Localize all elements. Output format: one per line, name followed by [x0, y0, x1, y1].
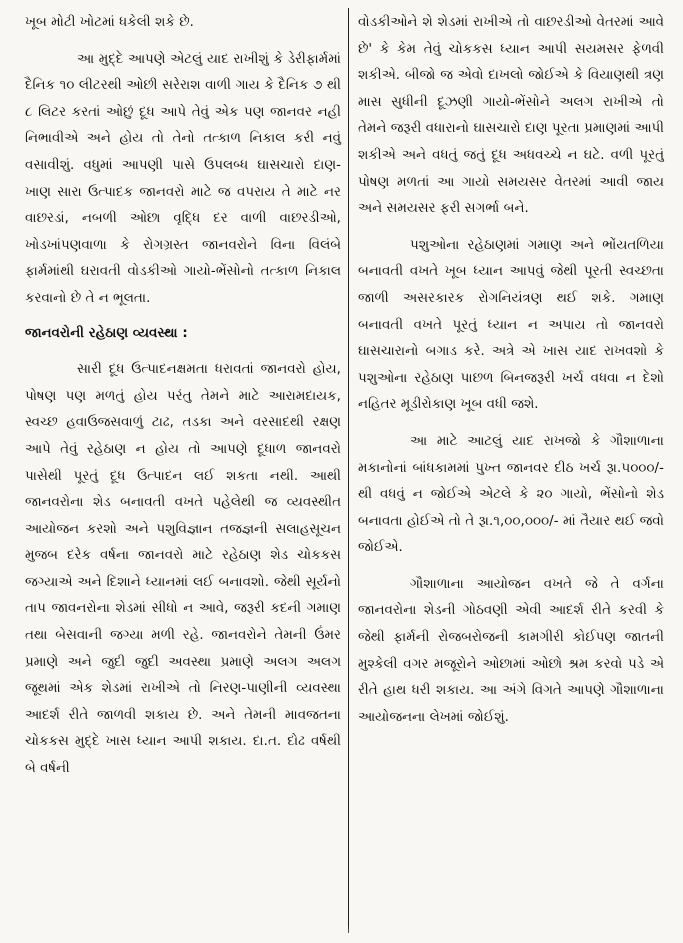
- paragraph-planning: ગૌશાળાના આયોજન વખતે જે તે વર્ગના જાનવરોના શેડની ગોઠવણી એવી આદર્શ રીતે કરવી કે જેથી ફાર્મની રોજબરોજની કામગીરી કોઈપણ જાતની મુશ્કેલી વગર મજૂરોને ઓછામાં ઓછો શ્રમ કરવો પડે એ રીતે હાથ ધરી શકાય. આ અંગે વિગતે આપણે ગૌશાળાના આયોજનના લેખમાં જોઈશું.: [358, 576, 664, 725]
- right-column: [358, 10, 664, 731]
- paragraph-heifers: વોડકીઓને શે શેડમાં રાખીએ તો વાછરડીઓ વેતરમાં આવે છે' કે કેમ તેવું ચોકકસ ધ્યાન આપી સયમસર ફેળવી શકીએ. બીજો જ એવો દાખલો જોઈએ કે વિયાણથી ત્રણ માસ સુધીની દૂઝણી ગાયો-ભેંસોને અલગ રાખીએ તો તેમને જરૂરી વધારાનો ઘાસચારો દાણ પૂરતા પ્રમાણમાં આપી શકીએ અને વધતું જતું દૂધ અધવચ્ચે ન ઘટે. વળી પૂરતું પોષણ મળતાં આ ગાયો સમયસર વેતરમાં આવી જાય અને સમયસર ફરી સગર્ભા બને.: [358, 15, 664, 217]
- paragraph-dairy-rule: આ મુદ્દે આપણે એટલું યાદ રાખીશું કે ડેરીફાર્મમાં દૈનિક ૧૦ લીટરથી ઓછી સરેરાશ વાળી ગાય કે દૈનિક ૭ થી ૮ લિટર કરતાં ઓછું દૂધ આપે તેવું એક પણ જાનવર નહી નિભાવીએ અને હોય તો તેનો તત્કાળ નિકાલ કરી નવું વસાવીશું. વધુમાં આપણી પાસે ઉપલબ્ધ ઘાસચારો દાણ- ખાણ સારા ઉત્પાદક જાનવરો માટે જ વપરાય તે માટે નર વાછરડાં, નબળી ઓછા વૃદ્ધિ દર વાળી વાછરડીઓ, ખોડખાંપણવાળા કે રોગગ્રસ્ત જાનવરોને વિના વિલંબે ફાર્મમાંથી ઘરાવતી વોડકીઓ ગાયો-ભેંસોનો તત્કાળ નિકાલ કરવાનો છે તે ન ભૂલતા.: [25, 51, 341, 306]
- paragraph-floor-trough: પશુઓના રહેઠાણમાં ગમાણ અને ભોંયતળિયા બનાવતી વખતે ખૂબ ધ્યાન આપવું જેથી પૂરતી સ્વચ્છતા જાળી અસરકારક રોગનિયંત્રણ થઈ શકે. ગમાણ બનાવતી વખતે પૂરતું ધ્યાન ન અપાય તો જાનવરો ઘાસચારાનો બગાડ કરે. અત્રે એ ખાસ યાદ રાખવશો કે પશુઓના રહેઠાણ પાછળ બિનજરૂરી ખર્ચ વધવા ન દેશો નહિતર મૂડીરોકાણ ખૂબ વધી જશે.: [358, 237, 664, 413]
- left-column: [25, 10, 341, 783]
- page-bottom-edge: [0, 925, 683, 943]
- paragraph-continued: ખૂબ મોટી ખોટમાં ધકેલી શકે છે.: [25, 15, 194, 30]
- column-divider: [348, 8, 349, 933]
- section-heading-housing: જાનવરોની રહેઠાણ વ્યવસ્થા :: [25, 325, 188, 341]
- paragraph-housing: સારી દૂધ ઉત્પાદનક્ષમતા ધરાવતાં જાનવરો હોય, પોષણ પણ મળતું હોય પરંતુ તેમને માટે આરામદાયક, સ્વચ્છ હવાઉજસવાળું ટાઢ, તડકા અને વરસાદથી રક્ષણ આપે તેવું રહેઠાણ ન હોય તો આપણે દૂધાળ જાનવરો પાસેથી પૂરતું દૂધ ઉત્પાદન લઈ શકતા નથી. આથી જાનવરોના શેડ બનાવતી વખતે પહેલેથી જ વ્યવસ્થીત આયોજન કરશો અને પશુવિજ્ઞાન તજજ્ઞની સલાહસૂચન મુજબ દરેક વર્ષના જાનવરો માટે રહેઠાણ શેડ ચોકકસ જગ્યાએ અને દિશાને ધ્યાનમાં લઈ બનાવશો. જેથી સૂર્યનો તાપ જાવનરોના શેડમાં સીધો ન આવે, જરૂરી કદની ગમાણ તથા બેસવાની જગ્યા મળી રહે. જાનવરોને તેમની ઉંમર પ્રમાણે અને જુદી જુદી અવસ્થા પ્રમાણે અલગ અલગ જૂથમાં એક શેડમાં રાખીએ તો નિરણ-પાણીની વ્યવસ્થા આદર્શ રીતે જાળવી શકાય છે. અને તેમની માવજતના ચોકકસ મુદ્દે ખાસ ધ્યાન આપી શકાય. દા.ત. દોઢ વર્ષથી બે વર્ષની: [25, 362, 341, 777]
- paragraph-cost: આ માટે આટલું યાદ રાખજો કે ગૌશાળાના મકાનોનાં બાંધકામમાં પુખ્ત જાનવર દીઠ ખર્ચ રૂા.૫૦૦૦/- થી વધવું ન જોઈએ એટલે કે ૨૦ ગાયો, ભેંસોનો શેડ બનાવતા હોઈએ તો તે રૂા.૧,૦૦,૦૦૦/- માં તૈયાર થઈ જવો જોઈએ.: [358, 433, 664, 556]
